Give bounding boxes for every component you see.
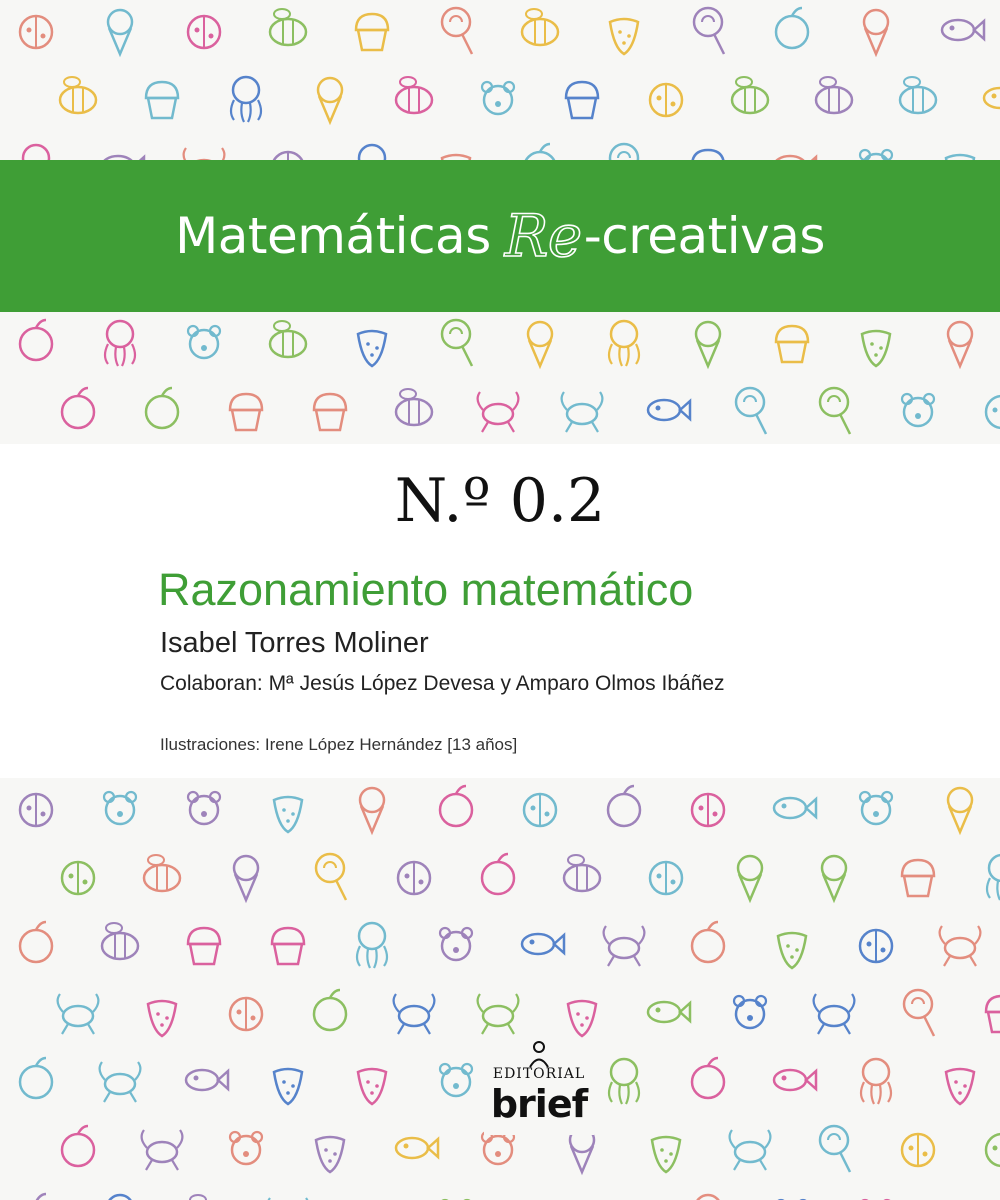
- strawberry-icon: [946, 1069, 974, 1104]
- series-title-suffix: -creativas: [583, 207, 825, 265]
- strawberry-icon: [274, 1069, 302, 1104]
- fish-icon: [984, 88, 1000, 108]
- octopus-icon: [21, 145, 51, 160]
- ladybug-icon: [62, 862, 94, 894]
- crab-icon: [940, 926, 981, 966]
- issue-number: N.º 0.2: [394, 466, 606, 536]
- publisher-logo: [484, 1040, 594, 1135]
- crab-icon: [562, 392, 603, 432]
- apple-icon: [62, 1126, 94, 1166]
- bear-icon: [230, 1132, 262, 1164]
- publisher-logo-line1: EDITORIAL: [492, 1066, 586, 1082]
- ladybug-icon: [230, 998, 262, 1030]
- crab-icon: [730, 1130, 771, 1170]
- bee-icon: [60, 77, 96, 113]
- cupcake-icon: [314, 394, 346, 430]
- crab-icon: [184, 148, 225, 160]
- crab-icon: [814, 994, 855, 1034]
- series-title-main: Matemáticas: [175, 207, 491, 265]
- fish-icon: [942, 20, 984, 40]
- ladybug-icon: [860, 930, 892, 962]
- crab-icon: [58, 994, 99, 1034]
- ice-cream-icon: [738, 856, 762, 900]
- ladybug-icon: [902, 1134, 934, 1166]
- fish-icon: [396, 1138, 438, 1158]
- strawberry-icon: [358, 1069, 386, 1104]
- bear-icon: [482, 1132, 514, 1164]
- lollipop-icon: [610, 144, 640, 160]
- ladybug-icon: [524, 794, 556, 826]
- doodle-canvas: [0, 312, 1000, 444]
- octopus-icon: [609, 321, 639, 366]
- illustrations-credit: Ilustraciones: Irene López Hernández [13 años]: [160, 735, 518, 754]
- fish-icon: [774, 798, 816, 818]
- bear-icon: [188, 792, 220, 824]
- info-panel: [0, 444, 1000, 778]
- fish-icon: [648, 1002, 690, 1022]
- ladybug-icon: [398, 862, 430, 894]
- bee-icon: [270, 321, 306, 357]
- ladybug-icon: [188, 16, 220, 48]
- crab-icon: [142, 1130, 183, 1170]
- ladybug-icon: [986, 396, 1000, 428]
- strawberry-icon: [148, 1001, 176, 1036]
- apple-icon: [20, 1194, 52, 1200]
- cupcake-icon: [230, 394, 262, 430]
- bear-icon: [104, 792, 136, 824]
- doodle-pattern-middle: [0, 312, 1000, 444]
- strawberry-icon: [610, 19, 638, 54]
- apple-icon: [146, 388, 178, 428]
- apple-icon: [20, 320, 52, 360]
- series-title-band: [0, 160, 1000, 312]
- octopus-icon: [105, 1195, 135, 1200]
- apple-icon: [524, 144, 556, 160]
- fish-icon: [186, 1070, 228, 1090]
- strawberry-icon: [316, 1137, 344, 1172]
- apple-icon: [20, 922, 52, 962]
- bee-icon: [900, 77, 936, 113]
- ice-cream-icon: [822, 856, 846, 900]
- apple-icon: [608, 786, 640, 826]
- doodle-canvas: [0, 0, 1000, 160]
- ice-cream-icon: [108, 10, 132, 54]
- lollipop-icon: [820, 388, 850, 434]
- ladybug-icon: [650, 84, 682, 116]
- fish-icon: [774, 1070, 816, 1090]
- ladybug-icon: [272, 152, 304, 160]
- octopus-icon: [357, 923, 387, 968]
- cupcake-icon: [146, 82, 178, 118]
- crab-icon: [100, 1062, 141, 1102]
- lollipop-icon: [736, 388, 766, 434]
- ice-cream-icon: [864, 10, 888, 54]
- apple-icon: [314, 990, 346, 1030]
- lollipop-icon: [316, 854, 346, 900]
- bee-icon: [186, 1195, 222, 1200]
- strawberry-icon: [862, 331, 890, 366]
- apple-icon: [440, 786, 472, 826]
- crab-icon: [478, 392, 519, 432]
- lollipop-icon: [442, 320, 472, 366]
- octopus-icon: [861, 1059, 891, 1104]
- ladybug-icon: [650, 862, 682, 894]
- lollipop-icon: [442, 8, 472, 54]
- bear-icon: [860, 792, 892, 824]
- apple-icon: [482, 854, 514, 894]
- author-name: Isabel Torres Moliner: [160, 627, 429, 659]
- octopus-icon: [987, 855, 1000, 900]
- bee-icon: [396, 77, 432, 113]
- bee-icon: [816, 77, 852, 113]
- doodle-pattern-top: [0, 0, 1000, 160]
- bee-icon: [564, 855, 600, 891]
- bear-icon: [188, 326, 220, 358]
- collaborators-line: Colaboran: Mª Jesús López Devesa y Amparo Olmos Ibáñez: [160, 672, 725, 695]
- cupcake-icon: [272, 928, 304, 964]
- bear-icon: [440, 1064, 472, 1096]
- series-title-prefix: Re: [504, 202, 582, 270]
- bee-icon: [102, 923, 138, 959]
- fish-icon: [522, 934, 564, 954]
- publisher-logo-line2: brief: [490, 1082, 588, 1126]
- cupcake-icon: [776, 326, 808, 362]
- ice-cream-icon: [234, 856, 258, 900]
- bear-icon: [902, 394, 934, 426]
- cupcake-icon: [986, 996, 1000, 1032]
- apple-icon: [62, 388, 94, 428]
- apple-icon: [692, 922, 724, 962]
- bee-icon: [144, 855, 180, 891]
- ice-cream-icon: [360, 788, 384, 832]
- cupcake-icon: [902, 860, 934, 896]
- octopus-icon: [231, 77, 261, 122]
- cupcake-icon: [356, 14, 388, 50]
- apple-icon: [776, 8, 808, 48]
- ice-cream-icon: [948, 788, 972, 832]
- bee-icon: [522, 9, 558, 45]
- octopus-icon: [609, 1059, 639, 1104]
- octopus-icon: [693, 1195, 723, 1200]
- lollipop-icon: [820, 1126, 850, 1172]
- octopus-icon: [357, 145, 387, 160]
- doodle-pattern-bottom: [0, 778, 1000, 1200]
- crab-icon: [604, 926, 645, 966]
- ladybug-icon: [20, 16, 52, 48]
- crab-icon: [478, 994, 519, 1034]
- cupcake-icon: [692, 150, 724, 160]
- ice-cream-icon: [528, 322, 552, 366]
- bear-icon: [440, 928, 472, 960]
- strawberry-icon: [358, 331, 386, 366]
- octopus-icon: [105, 321, 135, 366]
- bee-icon: [396, 389, 432, 425]
- publisher-figure-icon: [524, 1040, 554, 1068]
- cupcake-icon: [566, 82, 598, 118]
- bee-icon: [732, 77, 768, 113]
- bear-icon: [860, 150, 892, 160]
- series-title: [175, 202, 825, 270]
- strawberry-icon: [274, 797, 302, 832]
- ladybug-icon: [20, 794, 52, 826]
- bear-icon: [734, 996, 766, 1028]
- apple-icon: [20, 1058, 52, 1098]
- book-title: Razonamiento matemático: [158, 564, 694, 615]
- ice-cream-icon: [696, 322, 720, 366]
- lollipop-icon: [904, 990, 934, 1036]
- bee-icon: [270, 9, 306, 45]
- strawberry-icon: [568, 1001, 596, 1036]
- cupcake-icon: [188, 928, 220, 964]
- ladybug-icon: [692, 794, 724, 826]
- ice-cream-icon: [948, 322, 972, 366]
- lollipop-icon: [694, 8, 724, 54]
- bear-icon: [482, 82, 514, 114]
- fish-icon: [648, 400, 690, 420]
- strawberry-icon: [778, 933, 806, 968]
- ladybug-icon: [986, 1134, 1000, 1166]
- crab-icon: [394, 994, 435, 1034]
- ice-cream-icon: [318, 78, 342, 122]
- apple-icon: [692, 1058, 724, 1098]
- strawberry-icon: [652, 1137, 680, 1172]
- doodle-canvas: [0, 778, 1000, 1200]
